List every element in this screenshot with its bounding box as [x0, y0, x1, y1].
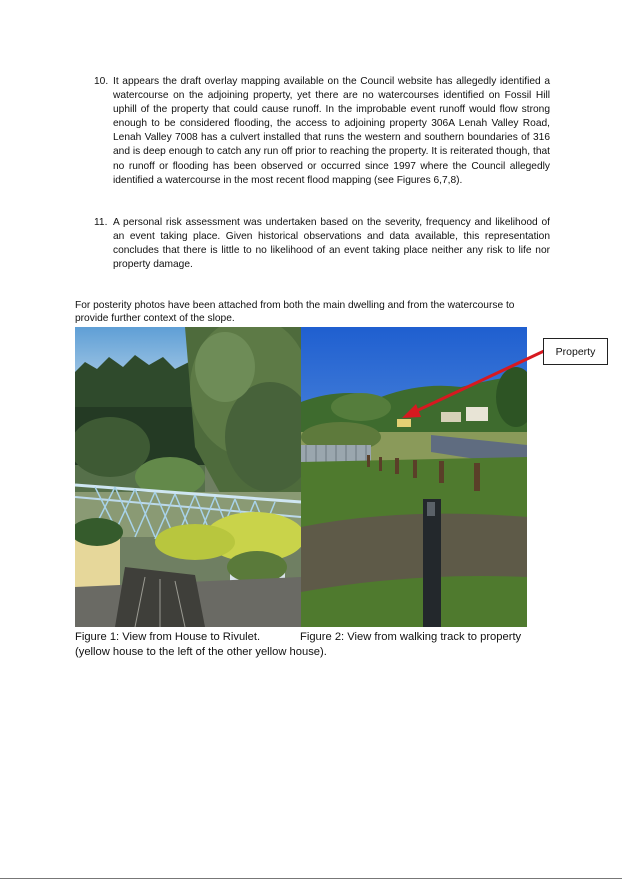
property-callout [543, 338, 608, 365]
property-callout-label: Property [555, 345, 596, 358]
figure-2-caption-continued: (yellow house to the left of the other yellow house). [75, 646, 327, 658]
list-number: 10. [94, 76, 109, 87]
figure-2-photo [301, 327, 527, 627]
intro-paragraph: For posterity photos have been attached from both the main dwelling and from the watercourse to provide further context of the slope. [75, 300, 515, 324]
list-item-10 [94, 75, 550, 188]
list-item-text: It appears the draft overlay mapping available on the Council website has allegedly identified a watercourse on the adjoining property, yet there are no watercourses identified on Fossil Hill uphill of the property that could cause runoff. In the improbable event runoff would flow strong enough to be considered flooding, the access to adjoining property 306A Lenah Valley Road, Lenah Valley 7008 has a culvert installed that runs the western and southern boundaries of 316 and is deep enough to catch any run off prior to reaching the property. It is reiterated though, that no runoff or flooding has been observed or occurred since 1997 where the Council allegedly identified a watercourse in the most recent flood mapping (see Figures 6,7,8). [113, 76, 550, 186]
list-item-11 [94, 216, 550, 272]
figure-2-caption: Figure 2: View from walking track to property [300, 631, 522, 643]
list-item-text: A personal risk assessment was undertaken based on the severity, frequency and likelihood of an event taking place. Given historical observations and data available, this representation concludes that there is little to no likelihood of an event taking place neither any risk to life nor property damage. [113, 217, 550, 271]
page-bottom-rule [0, 878, 622, 879]
list-number: 11. [94, 217, 108, 228]
figure-1-photo [75, 327, 301, 627]
figure-1-caption: Figure 1: View from House to Rivulet. [75, 631, 261, 643]
